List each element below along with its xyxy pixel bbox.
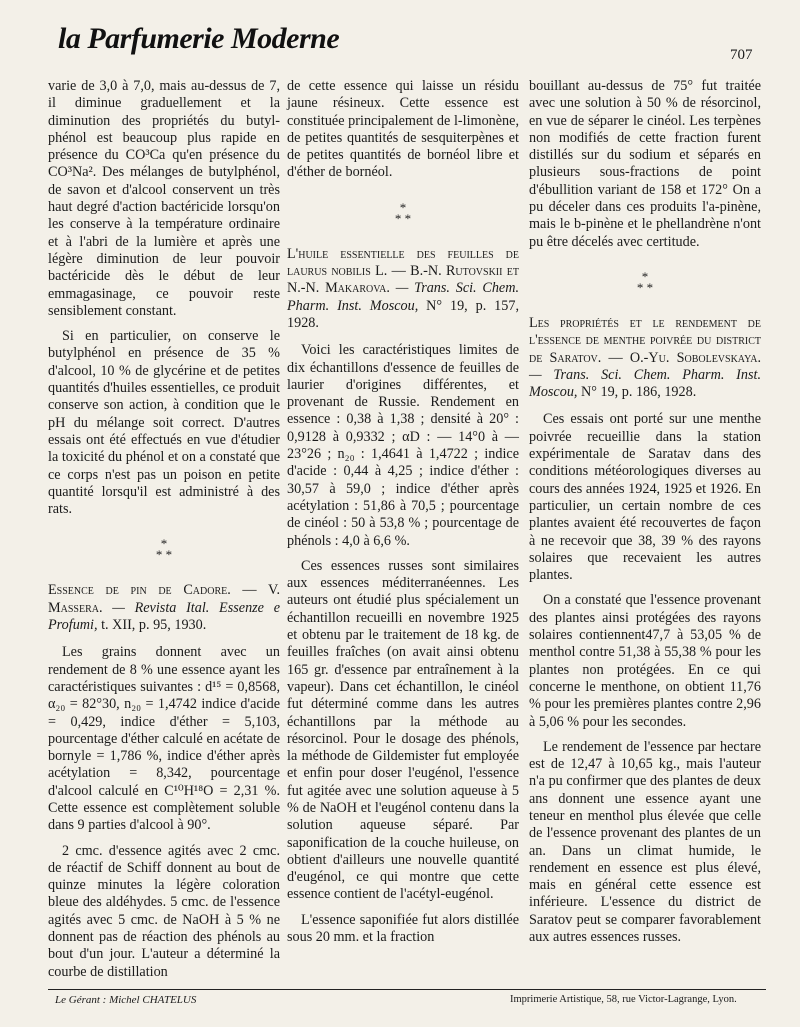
journal-masthead: la Parfumerie Moderne <box>58 22 340 55</box>
paragraph: Les grains donnent avec un rendement de 8 % une essence ayant les caractéristiques suivantes : d¹⁵ = 0,8568, α₂₀ = 82°30, n₂₀ = 1,4742 indice d'acide = 0,429, indice d'éther = 5,103, pourcentage d'éther calculé en acétate de bornyle = 1,786 %, indice d'éther après acétylation = 8,342, pourcentage d'alcool calculé en C¹⁰H¹⁸O = 2,31 %. Cette essence est complètement soluble dans 9 parties d'alcool à 90°. <box>48 644 280 834</box>
article-heading <box>48 582 280 634</box>
article-source: — Trans. Sci. Chem. Pharm. Inst. Moscou, <box>529 366 761 401</box>
paragraph: varie de 3,0 à 7,0, mais au-dessus de 7, il diminue graduellement et la diminution des propriétés du butyl-phénol est beaucoup plus rapide en présence du CO³Ca qu'en présence du CO³Na². Des mélanges de butylphénol, de savon et d'alcool conservent un très haut degré d'action bactéricide lorsqu'on les conserve à la température ordinaire et à l'abri de la lumière et après une légère diminution de leur pouvoir bactéricide dès le début de leur emmagasinage, ce pouvoir reste sensiblement constant. <box>48 78 280 319</box>
paragraph: 2 cmc. d'essence agités avec 2 cmc. de réactif de Schiff donnent au bout de quinze minutes la légère coloration bleue des aldéhydes. 5 cmc. de l'essence agités avec 5 cmc. de NaOH à 5 % ne donnent pas de réaction des phénols au bout d'un jour. L'auteur a déterminé la courbe de distillation <box>48 842 280 980</box>
section-ornament: * * * <box>155 536 173 563</box>
paragraph: de cette essence qui laisse un résidu jaune résineux. Cette essence est constituée principalement de l-limonène, de petites quantités de sesquiterpènes et de petites quantités de bornéol libre et d'éther de bornéol. <box>287 78 519 181</box>
page-number: 707 <box>730 47 753 63</box>
paragraph: On a constaté que l'essence provenant des plantes ainsi protégées des rayons solaires contiennent47,7 à 53,05 % de menthol contre 51,38 à 55,38 % pour les plantes non protégées. En ce qui concerne le menthone, on obtient 11,76 % pour les premières plantes contre 2,96 à 5,06 % pour les secondes. <box>529 592 761 730</box>
section-ornament: * * * <box>394 199 412 226</box>
paragraph: Si en particulier, on conserve le butylphénol en présence de 35 % d'alcool, 10 % de glycérine et de petites quantités d'huiles essentielles, ce produit conserve son action, à condition que le pH du mélange soit correct. D'autres essais ont été effectués en vue d'étudier la toxicité du phénol et on a constaté que ce corps n'est pas un poison en petite quantité lorsqu'il est administré à des rats. <box>48 328 280 518</box>
paragraph: Ces essences russes sont similaires aux essences méditerranéennes. Les auteurs ont étudié plus spécialement un échantillon recueilli en novembre 1925 et obtenu par le traitement de 18 kg. de feuilles fraîches (on avait ainsi obtenu 165 gr. d'essence par entraînement à la vapeur). Dans cet échantillon, le cinéol fut déterminé comme dans les autres échantillons par la méthode au résorcinol. Pour le dosage des phénols, la méthode de Gildemister fut employée et enfin pour doser l'eugénol, l'essence fut agitée avec une solution aqueuse à 5 % de NaOH et l'eugénol contenu dans la solution aqueuse séparé. Par saponification de la couche huileuse, on obtient d'ailleurs une nouvelle quantité d'eugénol, ce qui montre que cette essence contient de l'acétyl-eugénol. <box>287 557 519 903</box>
article-citation: N° 19, p. 186, 1928. <box>581 384 697 401</box>
article-title: Les propriétés et le rendement de l'essence de menthe poivrée du district de Saratov. — O.-Yu. Sobolevskaya. <box>529 314 761 366</box>
article-heading <box>529 315 761 401</box>
footer-manager: Le Gérant : Michel CHATELUS <box>55 994 197 1006</box>
article-title: L'huile essentielle des feuilles de laurus nobilis L. — B.-N. Rutovskii et N.-N. Makarova. <box>287 245 519 297</box>
column-1 <box>48 78 280 989</box>
section-ornament: * * * <box>636 268 654 295</box>
article-citation: N° 19, p. 157, 1928. <box>287 297 519 331</box>
paragraph: Ces essais ont porté sur une menthe poivrée recueillie dans la station expérimentale de Saratav dans des conditions météorologiques diverses au cours des années 1924, 1925 et 1926. En particulier, un certain nombre de ces plantes avaient été recouvertes de façon à ne recevoir que 38, 39 % des rayons solaires que recevaient les autres plantes. <box>529 411 761 584</box>
column-2 <box>287 78 519 954</box>
column-3 <box>529 78 761 954</box>
article-citation: t. XII, p. 95, 1930. <box>101 617 207 634</box>
paragraph: L'essence saponifiée fut alors distillée sous 20 mm. et la fraction <box>287 911 519 946</box>
paragraph: bouillant au-dessus de 75° fut traitée avec une solution à 50 % de résorcinol, en vue de séparer le cinéol. Les terpènes non modifiés de cette fraction furent distillés sur du sodium et séparés en plusieurs sous-fractions de point d'ébullition variant de 158 et 172° On a pu déceler dans ces produits l'a-pinène, mais le b-pinène et le phellandrène n'ont pu être décelés avec certitude. <box>529 78 761 250</box>
paragraph: Voici les caractéristiques limites de dix échantillons d'essence de feuilles de laurier d'origines différentes, et provenant de Russie. Rendement en essence : 0,38 à 1,38 ; densité à 20° : 0,9128 à 0,9332 ; αD : — 14°0 à — 23°26 ; n₂₀ : 1,4641 à 1,4722 ; indice d'acide : 0,44 à 4,25 ; indice d'éther : 30,57 à 59,0 ; indice d'éther après acétylation : 51,86 à 70,5 ; pourcentage de cinéol : 50 à 53,8 % ; pourcentage de phénols : 4,0 à 6,6 %. <box>287 342 519 549</box>
article-source: — Revista Ital. Essenze e Profumi, <box>48 599 280 634</box>
article-title: Essence de pin de Cadore. — V. Massera. <box>48 582 280 616</box>
footer-printer: Imprimerie Artistique, 58, rue Victor-Lagrange, Lyon. <box>510 994 737 1005</box>
article-heading <box>287 246 519 332</box>
paragraph: Le rendement de l'essence par hectare est de 12,47 à 10,65 kg., mais l'auteur n'a pu confirmer que des plantes de deux ans donnent une essence ayant une teneur en menthol plus élevée que celle de l'essence provenant des plantes de un an. Dans un climat humide, le rendement en essence est plus élevé, mais en général cette essence est inférieure. L'essence du district de Saratov peut se comparer favorablement aux autres essences russes. <box>529 738 761 946</box>
article-source: — Trans. Sci. Chem. Pharm. Inst. Moscou, <box>287 280 520 314</box>
footer-rule <box>48 989 766 990</box>
